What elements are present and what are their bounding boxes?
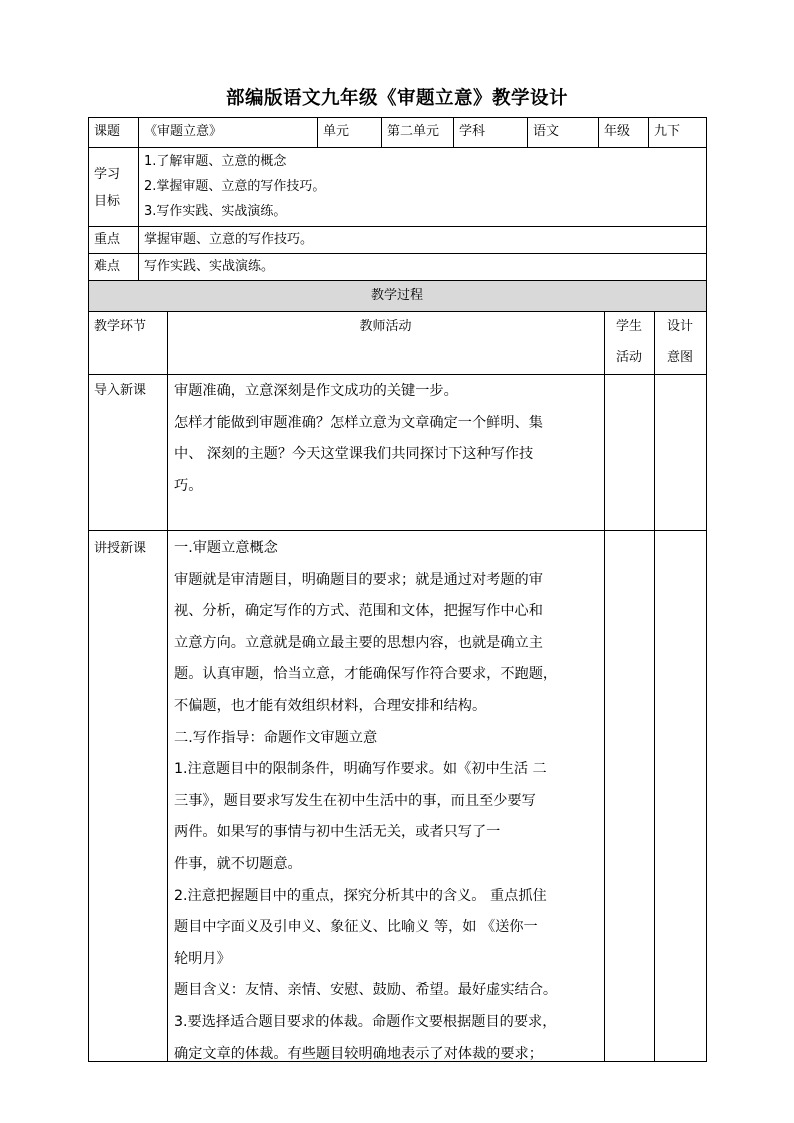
topic-label: 课题 xyxy=(94,124,121,139)
student-column-header-line2: 活动 xyxy=(615,350,642,365)
table-rule-v xyxy=(654,311,655,1061)
intro-line: 巧。 xyxy=(174,477,203,494)
objectives-label-line2: 目标 xyxy=(94,194,121,209)
lecture-line: 件事，就不切题意。 xyxy=(174,855,302,872)
subject-value: 语文 xyxy=(533,124,560,139)
process-header: 教学过程 xyxy=(370,288,423,303)
grade-value: 九下 xyxy=(654,124,681,139)
table-rule-v xyxy=(598,117,599,147)
lecture-line: 3.要选择适合题目要求的体裁。命题作文要根据题目的要求， xyxy=(174,1013,557,1030)
table-rule xyxy=(88,311,707,312)
lecture-text xyxy=(174,533,604,1070)
objective-item-1: 1.了解审题、立意的概念 xyxy=(144,154,287,169)
intro-line: 审题准确，立意深刻是作文成功的关键一步。 xyxy=(174,383,458,399)
table-rule-v xyxy=(138,147,139,280)
table-border-left xyxy=(88,117,89,1062)
table-rule-v xyxy=(453,117,454,147)
intro-line: 怎样才能做到审题准确？怎样立意为文章确定一个鲜明、集 xyxy=(174,414,543,431)
table-rule xyxy=(88,374,707,375)
lecture-line: 题目含义：友情、亲情、安慰、鼓励、希望。最好虚实结合。 xyxy=(174,982,558,999)
topic-value: 《审题立意》 xyxy=(144,124,223,139)
table-rule xyxy=(88,226,707,227)
table-rule-v xyxy=(648,117,649,147)
unit-label: 单元 xyxy=(323,124,350,139)
objective-item-3: 3.写作实践、实战演练。 xyxy=(144,204,287,219)
stage-intro: 导入新课 xyxy=(94,383,147,398)
key-point-value: 掌握审题、立意的写作技巧。 xyxy=(144,232,314,247)
lecture-line: 不偏题，也才能有效组织材料，合理安排和结构。 xyxy=(174,697,487,714)
lecture-line: 一.审题立意概念 xyxy=(174,540,278,556)
table-rule xyxy=(88,253,707,254)
table-border-top xyxy=(88,117,707,118)
lecture-line: 确定文章的体裁。有些题目较明确地表示了对体裁的要求； xyxy=(174,1045,543,1062)
table-rule-v xyxy=(138,117,139,147)
lecture-line: 题目中字面义及引申义、象征义、比喻义 等，如 《送你一 xyxy=(174,919,538,936)
subject-label: 学科 xyxy=(459,124,486,139)
table-rule-v xyxy=(167,311,168,1061)
lecture-line: 三事》，题目要求写发生在初中生活中的事，而且至少要写 xyxy=(174,792,536,809)
lecture-line: 题。认真审题，恰当立意，才能确保写作符合要求，不跑题， xyxy=(174,666,558,683)
intro-text xyxy=(174,376,604,502)
lecture-line: 1.注意题目中的限制条件，明确写作要求。如《初中生活 二 xyxy=(174,761,547,778)
student-column-header-line1: 学生 xyxy=(615,319,642,334)
stage-column-header: 教学环节 xyxy=(94,319,147,334)
intro-line: 中、 深刻的主题？今天这堂课我们共同探讨下这种写作技 xyxy=(174,446,534,463)
design-column-header-line2: 意图 xyxy=(666,350,693,365)
objectives-label-line1: 学习 xyxy=(94,167,121,182)
table-rule xyxy=(88,280,707,281)
difficulty-label: 难点 xyxy=(94,259,121,274)
table-rule xyxy=(88,147,707,148)
objective-item-2: 2.掌握审题、立意的写作技巧。 xyxy=(144,179,326,194)
table-border-right xyxy=(706,117,707,1062)
table-rule-v xyxy=(381,117,382,147)
key-point-label: 重点 xyxy=(94,232,121,247)
document-title: 部编版语文九年级《审题立意》教学设计 xyxy=(225,88,568,109)
table-rule-v xyxy=(604,311,605,1061)
lecture-line: 2.注意把握题目中的重点，探究分析其中的含义。 重点抓住 xyxy=(174,887,547,904)
table-rule-v xyxy=(317,117,318,147)
unit-value: 第二单元 xyxy=(387,124,440,139)
lecture-line: 轮明月》 xyxy=(174,950,231,967)
lecture-line: 视、分析，确定写作的方式、范围和文体，把握写作中心和 xyxy=(174,603,543,620)
lecture-line: 两件。如果写的事情与初中生活无关，或者只写了一 xyxy=(174,824,501,841)
design-column-header-line1: 设计 xyxy=(666,319,693,334)
grade-label: 年级 xyxy=(604,124,631,139)
stage-lecture: 讲授新课 xyxy=(94,541,147,556)
lecture-line: 立意方向。立意就是确立最主要的思想内容，也就是确立主 xyxy=(174,634,543,651)
table-rule xyxy=(88,530,707,531)
difficulty-value: 写作实践、实战演练。 xyxy=(144,259,275,274)
teacher-column-header: 教师活动 xyxy=(359,319,412,334)
lecture-line: 审题就是审清题目，明确题目的要求；就是通过对考题的审 xyxy=(174,571,543,588)
table-rule-v xyxy=(527,117,528,147)
lecture-line: 二.写作指导：命题作文审题立意 xyxy=(174,729,378,746)
